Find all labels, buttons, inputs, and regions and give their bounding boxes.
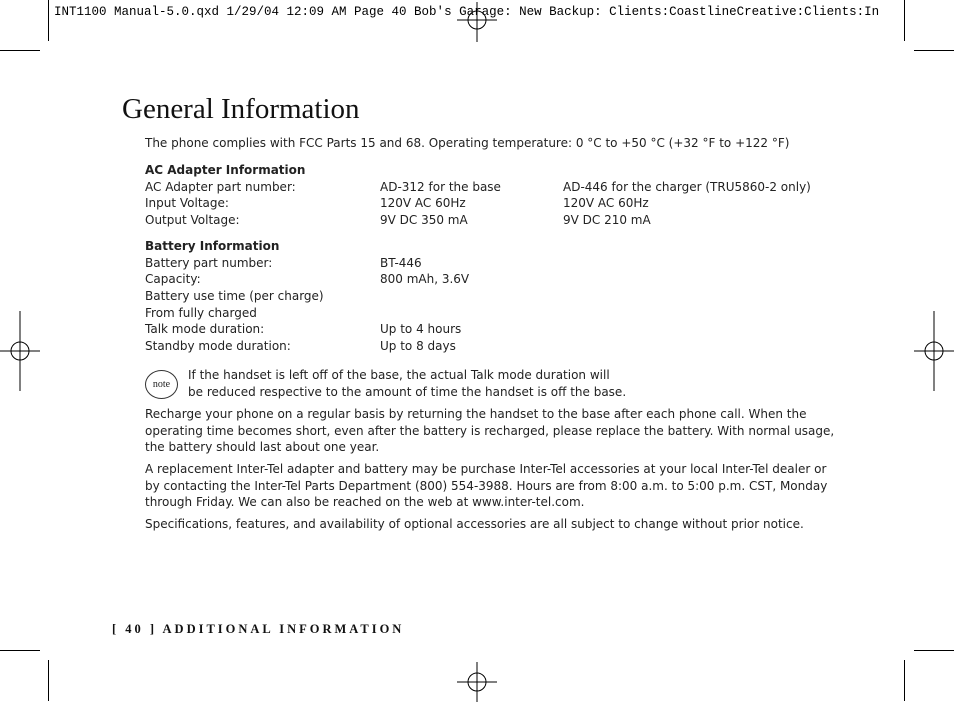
crop-mark [0,650,40,651]
page-footer: [ 40 ] ADDITIONAL INFORMATION [112,622,405,636]
section-heading: Battery Information [145,239,280,253]
spec-label: Output Voltage: [145,213,240,228]
registration-mark-icon [0,311,40,391]
note-callout [145,367,835,403]
spec-row [145,271,835,288]
spec-row [145,288,835,305]
spec-label: Input Voltage: [145,196,229,211]
spec-value-charger: AD-446 for the charger (TRU5860-2 only) [563,179,811,194]
intro-text: The phone complies with FCC Parts 15 and 68. Operating temperature: 0 °C to +50 °C (+32 °F to +122 °F) [145,136,790,150]
spec-value: BT-446 [380,255,422,270]
spec-label: AC Adapter part number: [145,179,296,194]
registration-mark-icon [914,311,954,391]
replacement-paragraph: A replacement Inter-Tel adapter and battery may be purchase Inter-Tel accessories at your local Inter-Tel dealer or by contacting the Inter-Tel Parts Department (800) 554-3988. Hours are from 8:00 a.m. to 5:00 p.m. CST, Monday through Friday. We can also be reached on the web at www.inter-tel.com. [145,462,828,510]
crop-mark [48,0,49,41]
spec-row [145,255,835,272]
ac-adapter-section [145,162,835,229]
spec-label: Capacity: [145,272,201,287]
spec-row [145,212,835,229]
spec-label: Standby mode duration: [145,339,291,354]
crop-mark [914,650,954,651]
spec-value-base: AD-312 for the base [380,179,501,194]
spec-row [145,338,835,355]
spec-row [145,305,835,322]
crop-mark [914,50,954,51]
section-heading: AC Adapter Information [145,163,306,177]
crop-mark [904,660,905,701]
spec-row [145,179,835,196]
spec-label: Battery part number: [145,255,273,270]
spec-label: From fully charged [145,305,257,320]
recharge-paragraph: Recharge your phone on a regular basis by returning the handset to the base after each phone call. When the operating time becomes short, even after the battery is recharged, please replace the battery. With normal usage, the battery should last about one year. [145,407,835,455]
spec-row [145,195,835,212]
note-line: be reduced respective to the amount of time the handset is off the base. [188,384,627,399]
crop-mark [0,50,40,51]
spec-label: Battery use time (per charge) [145,289,324,304]
spec-value-base: 9V DC 350 mA [380,213,468,228]
spec-row [145,321,835,338]
crop-mark [48,660,49,701]
spec-value-base: 120V AC 60Hz [380,196,466,211]
note-text [188,367,626,400]
spec-value: 800 mAh, 3.6V [380,272,470,287]
page-title: General Information [122,93,360,125]
specifications-paragraph: Specifications, features, and availability of optional accessories are all subject to change without prior notice. [145,517,804,531]
spec-value-charger: 9V DC 210 mA [563,213,651,228]
crop-mark [904,0,905,41]
file-slug-line: INT1100 Manual-5.0.qxd 1/29/04 12:09 AM Page 40 Bob's Garage: New Backup: Clients:CoastlineCreative:Clients:In [54,5,880,19]
spec-label: Talk mode duration: [145,322,265,337]
registration-mark-icon [457,662,497,702]
spec-value-charger: 120V AC 60Hz [563,196,649,211]
spec-value: Up to 8 days [380,339,456,354]
spec-value: Up to 4 hours [380,322,462,337]
note-icon: note [145,370,178,399]
battery-section [145,238,835,355]
registration-mark-icon [457,2,497,42]
note-line: If the handset is left off of the base, the actual Talk mode duration will [188,368,610,382]
